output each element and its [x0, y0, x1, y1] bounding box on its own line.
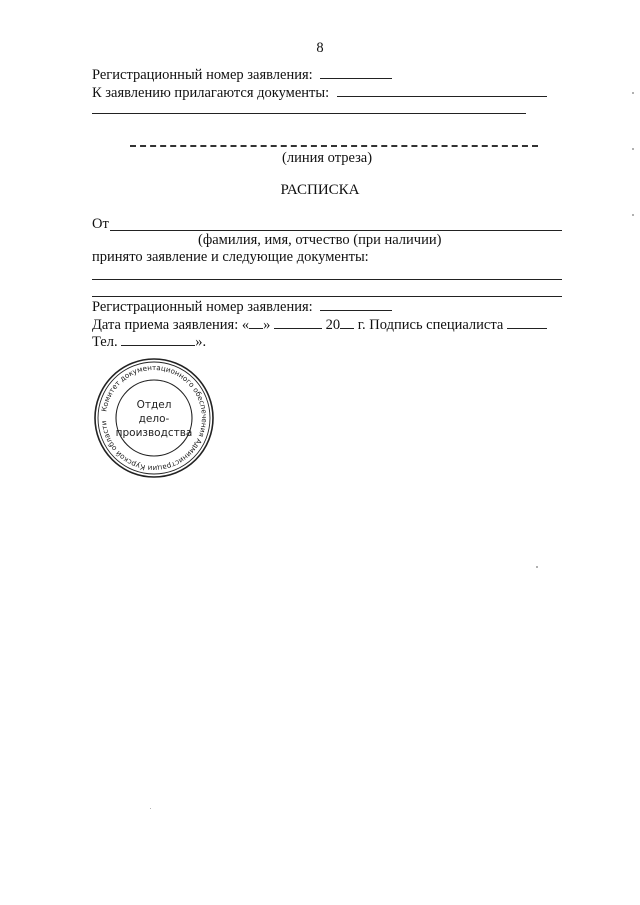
receipt-day-blank [249, 316, 263, 329]
top-documents-line [92, 113, 526, 114]
department-stamp [92, 356, 216, 480]
receipt-phone-end: ». [195, 334, 207, 350]
stamp-center-line-2: дело- [138, 413, 170, 425]
cut-line-label: (линия отреза) [282, 150, 373, 166]
receipt-from-line [110, 230, 562, 231]
receipt-name-hint: (фамилия, имя, отчество (при наличии) [198, 232, 442, 248]
receipt-year-suffix: г. Подпись специалиста [357, 317, 504, 333]
receipt-date-label: Дата приема заявления: « [92, 317, 250, 333]
scan-speck [632, 214, 634, 216]
receipt-reg-number-row [92, 298, 392, 316]
receipt-year-blank [340, 316, 354, 329]
receipt-phone-row [92, 333, 206, 351]
receipt-phone-label: Тел. [92, 334, 118, 350]
scan-speck [150, 808, 151, 809]
top-reg-number-row [92, 66, 392, 84]
receipt-date-quote-close: » [263, 317, 271, 333]
scan-speck [632, 92, 634, 94]
stamp-center-line-1: Отдел [136, 399, 172, 411]
top-reg-number-label: Регистрационный номер заявления: [92, 67, 313, 83]
receipt-accepted-label: принято заявление и следующие документы: [92, 249, 369, 265]
receipt-title: РАСПИСКА [280, 182, 360, 198]
top-documents-label: К заявлению прилагаются документы: [92, 85, 330, 101]
stamp-center-line-3: производства [115, 427, 193, 439]
receipt-from-label: От [92, 216, 109, 232]
stamp-ring-text-path: Комитет документационного обеспечения Администрации Курской области [99, 362, 210, 474]
scan-speck [632, 148, 634, 150]
top-documents-blank [337, 84, 547, 97]
receipt-month-blank [274, 316, 322, 329]
cut-line [130, 145, 538, 147]
scan-speck [536, 566, 538, 568]
receipt-reg-number-label: Регистрационный номер заявления: [92, 299, 313, 315]
top-documents-row [92, 84, 547, 102]
receipt-documents-line-2 [92, 296, 562, 297]
receipt-reg-number-blank [320, 298, 392, 311]
page-number: 8 [316, 40, 324, 56]
receipt-documents-line-1 [92, 279, 562, 280]
receipt-date-row [92, 316, 547, 334]
receipt-year-prefix: 20 [325, 317, 341, 333]
receipt-signature-blank [507, 316, 547, 329]
top-reg-number-blank [320, 66, 392, 79]
receipt-phone-blank [121, 333, 195, 346]
